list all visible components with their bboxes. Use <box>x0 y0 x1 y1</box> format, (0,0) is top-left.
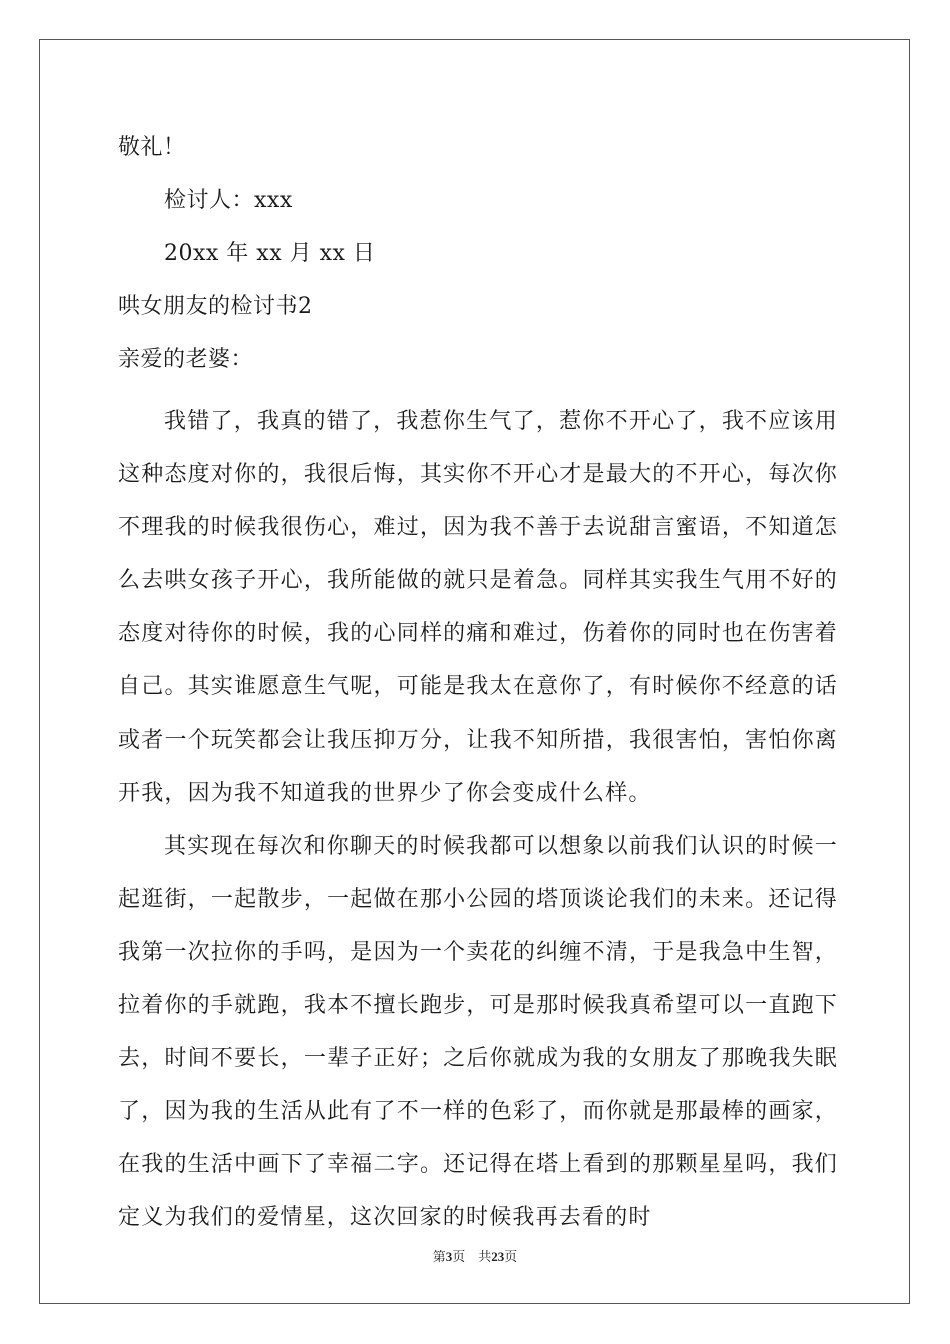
letter-greeting: 亲爱的老婆： <box>118 347 254 372</box>
page-footer <box>0 1246 950 1265</box>
body-paragraph-1: 我错了，我真的错了，我惹你生气了，惹你不开心了，我不应该用这种态度对你的，我很后悔，其实你不开心才是最大的不开心，每次你不理我的时候我很伤心，难过，因为我不善于去说甜言蜜语，不知道怎么去哄女孩子开心，我所能做的就只是着急。同样其实我生气用不好的态度对待你的时候，我的心同样的痛和难过，伤着你的同时也在伤害着自己。其实谁愿意生气呢，可能是我太在意你了，有时候你不经意的话或者一个玩笑都会让我压抑万分，让我不知所措，我很害怕，害怕你离开我，因为我不知道我的世界少了你会变成什么样。 <box>118 409 838 806</box>
letter-closing: 敬礼！ <box>118 135 186 160</box>
page-prefix: 第 <box>432 1250 446 1265</box>
letter-date: 20xx 年 xx 月 xx 日 <box>164 241 376 266</box>
page-suffix: 页 <box>504 1250 518 1265</box>
section-title: 哄女朋友的检讨书2 <box>118 294 313 319</box>
page-current: 3 <box>445 1249 453 1264</box>
body-paragraph-2: 其实现在每次和你聊天的时候我都可以想象以前我们认识的时候一起逛街，一起散步，一起做在那小公园的塔顶谈论我们的未来。还记得我第一次拉你的手吗，是因为一个卖花的纠缠不清，于是我急中生智，拉着你的手就跑，我本不擅长跑步，可是那时候我真希望可以一直跑下去，时间不要长，一辈子正好；之后你就成为我的女朋友了那晚我失眠了，因为我的生活从此有了不一样的色彩了，而你就是那最棒的画家，在我的生活中画下了幸福二字。还记得在塔上看到的那颗星星吗，我们定义为我们的爱情星，这次回家的时候我再去看的时 <box>118 833 838 1231</box>
document-body <box>118 130 838 1245</box>
page-mid: 页 共 <box>452 1250 492 1265</box>
page-total: 23 <box>491 1249 505 1264</box>
letter-signature: 检讨人：xxx <box>164 188 293 213</box>
